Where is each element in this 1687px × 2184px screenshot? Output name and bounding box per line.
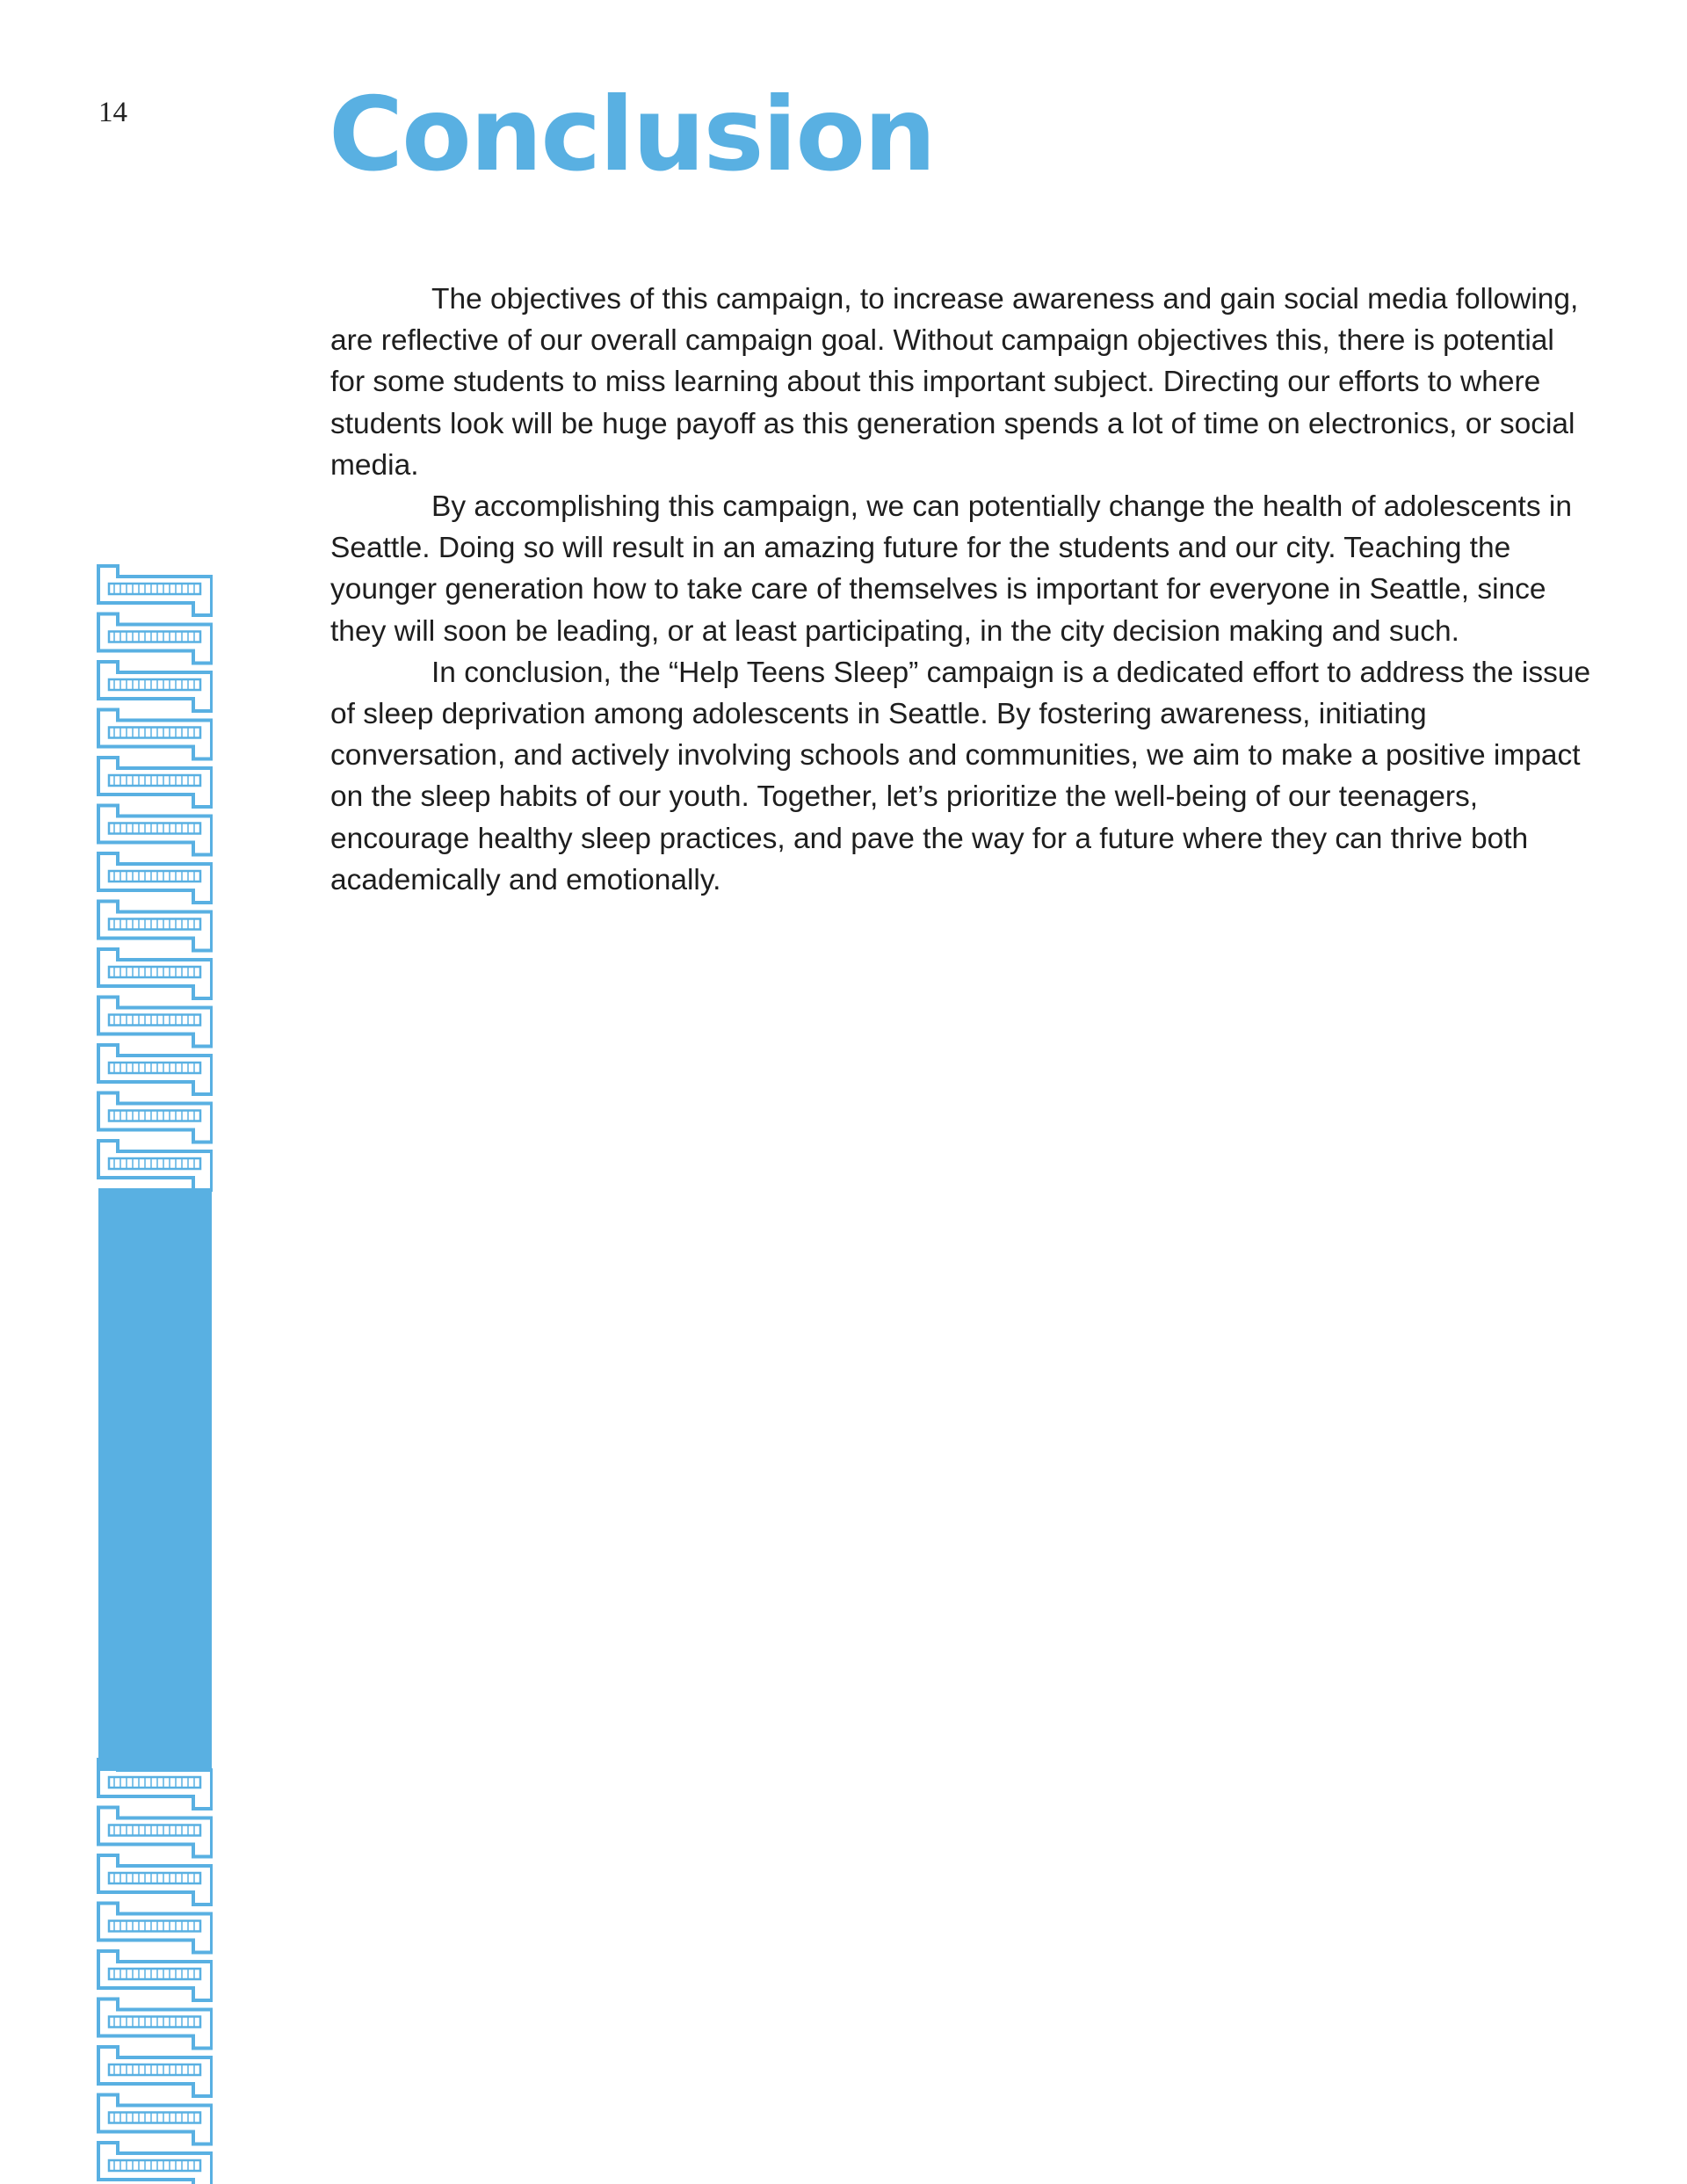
zigzag-step-rail (109, 775, 200, 786)
page-number: 14 (98, 97, 127, 128)
zigzag-step-rail (109, 728, 200, 738)
zigzag-step-rail (109, 1921, 200, 1932)
page-title: Conclusion (329, 76, 935, 194)
zigzag-stripe-ornament (97, 562, 213, 2184)
zigzag-step-rail (109, 2017, 200, 2028)
zigzag-step-rail (109, 1873, 200, 1883)
decorative-blue-bar (98, 1188, 212, 1771)
zigzag-step-rail (109, 2160, 200, 2171)
zigzag-step-rail (109, 1015, 200, 1026)
zigzag-step-rail (109, 1063, 200, 1073)
zigzag-step-rail (109, 919, 200, 930)
zigzag-step-rail (109, 679, 200, 690)
zigzag-step-rail (109, 871, 200, 882)
zigzag-step-rail (109, 824, 200, 834)
zigzag-step-rail (109, 1158, 200, 1169)
zigzag-step-rail (109, 2113, 200, 2123)
zigzag-step-rail (109, 632, 200, 642)
paragraph-objectives: The objectives of this campaign, to increase awareness and gain social media following, are reflective of our overall campaign goal. Without campaign objectives this, there is potential for some students to miss learning about this important subject. Directing our efforts to where students look will be huge payoff as this generation spends a lot of time on electronics, or social media. (330, 283, 1579, 482)
zigzag-step-rail (109, 1825, 200, 1836)
lower-zigzag-steps (98, 1760, 212, 2184)
body-text (330, 279, 1596, 901)
zigzag-step-rail (109, 584, 200, 594)
paragraph-accomplishing: By accomplishing this campaign, we can potentially change the health of adolescents in Seattle. Doing so will result in an amazing future for the students and our city. Teaching the younger generation how to take care of themselves is important for everyone in Seattle, since they will soon be leading, or at least participating, in the city decision making and such. (330, 490, 1572, 648)
zigzag-step-rail (109, 967, 200, 977)
zigzag-step-rail (109, 2064, 200, 2075)
zigzag-step-rail (109, 1777, 200, 1788)
zigzag-step-rail (109, 1111, 200, 1121)
zigzag-step-rail (109, 1969, 200, 1979)
paragraph-conclusion: In conclusion, the “Help Teens Sleep” campaign is a dedicated effort to address the issue of sleep deprivation among adolescents in Seattle. By fostering awareness, initiating conversation, and actively involving schools and communities, we aim to make a positive impact on the sleep habits of our youth. Together, let’s prioritize the well-being of our teenagers, encourage healthy sleep practices, and pave the way for a future where they can thrive both academically and emotionally. (330, 656, 1591, 896)
upper-zigzag-steps (98, 566, 212, 1190)
